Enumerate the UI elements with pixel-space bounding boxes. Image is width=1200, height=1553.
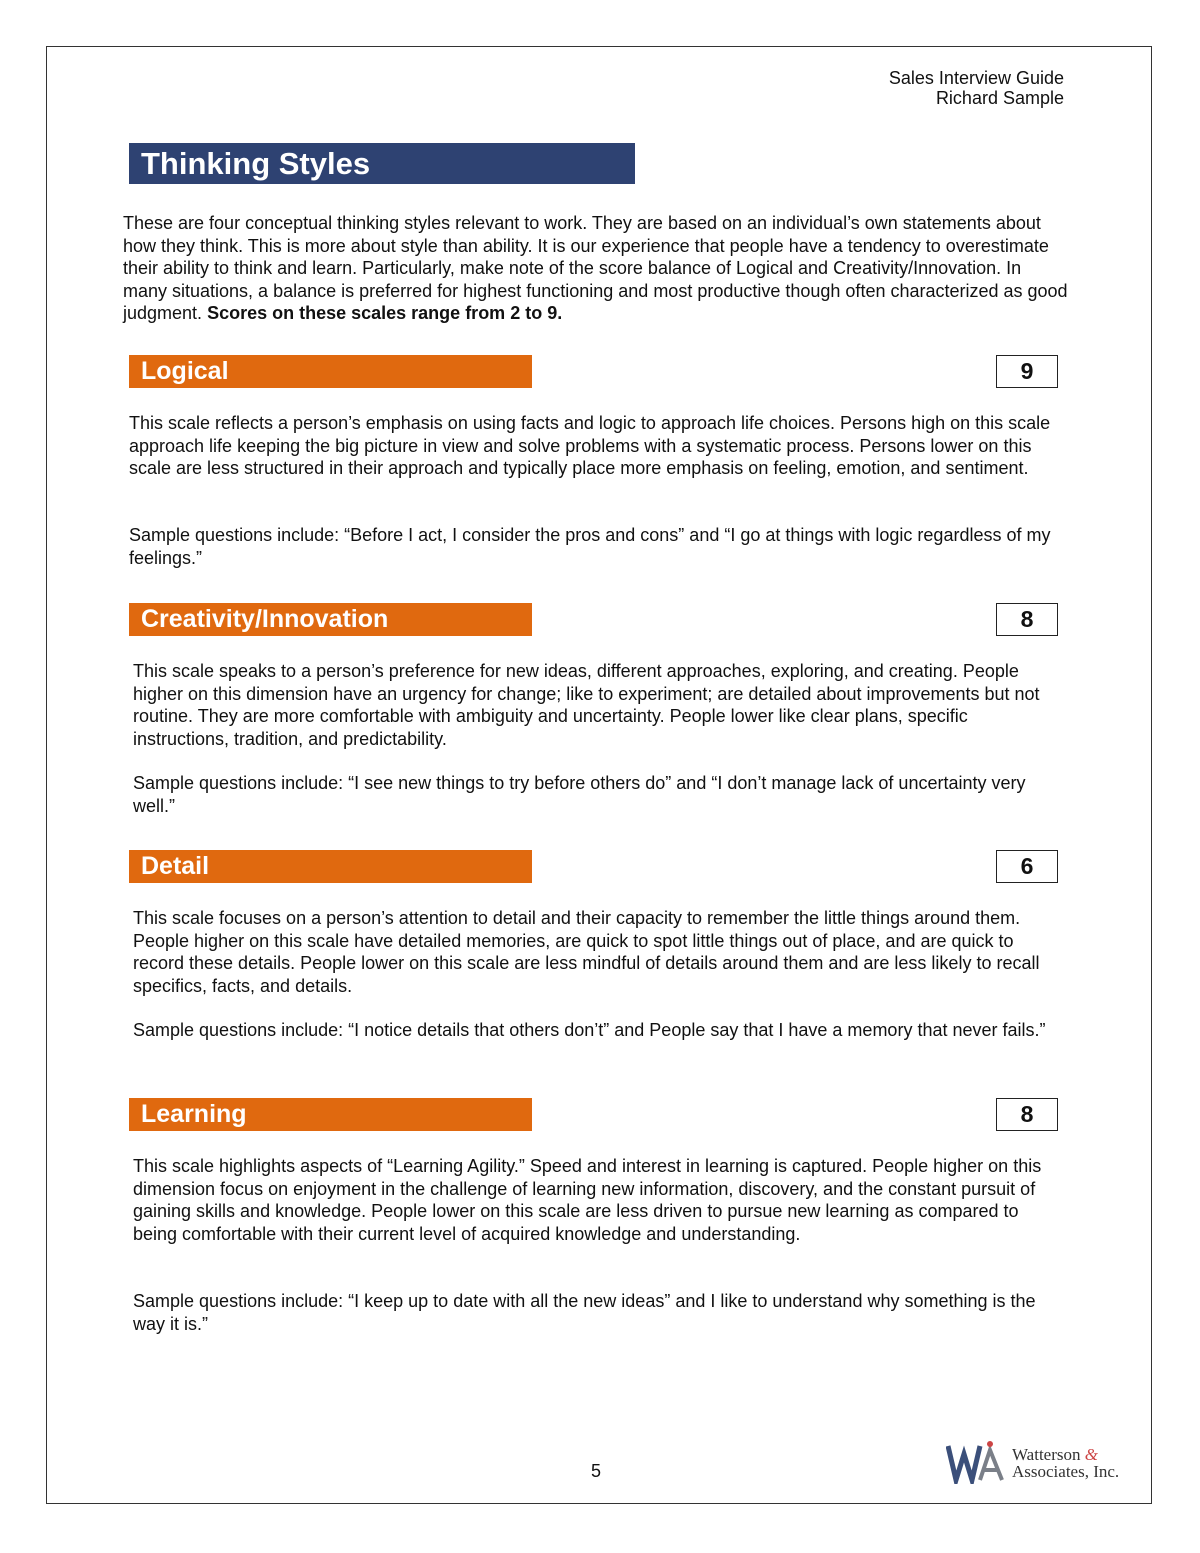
section-sample-questions: Sample questions include: “I notice details that others don’t” and People say that I have a memory that never fails.” xyxy=(133,1020,1046,1040)
logo-company-suffix: Associates, Inc. xyxy=(1012,1462,1120,1481)
logo-name: Watterson xyxy=(1012,1445,1081,1464)
score-box: 6 xyxy=(996,850,1058,883)
score-box: 8 xyxy=(996,1098,1058,1131)
guide-title: Sales Interview Guide xyxy=(888,68,1064,88)
company-logo xyxy=(946,1440,1126,1484)
document-header xyxy=(889,68,1064,108)
section-title: Detail xyxy=(129,850,532,883)
page-number: 5 xyxy=(591,1461,602,1481)
logo-text xyxy=(1012,1446,1119,1480)
section-title: Learning xyxy=(129,1098,532,1131)
section-sample-questions: Sample questions include: “Before I act, I consider the pros and cons” and “I go at things with logic regardless of my feelings.” xyxy=(129,525,1051,568)
score-box: 9 xyxy=(996,355,1058,388)
page-title: Thinking Styles xyxy=(129,143,635,184)
section-description: This scale highlights aspects of “Learning Agility.” Speed and interest in learning is captured. People higher on this dimension focus on enjoyment in the challenge of learning new information, discovery, and the constant pursuit of gaining skills and knowledge. People lower on this scale are less driven to pursue new learning as compared to being comfortable with their current level of acquired knowledge and understanding. xyxy=(133,1156,1042,1244)
section-description: This scale speaks to a person’s preference for new ideas, different approaches, exploring, and creating. People higher on this dimension have an urgency for change; like to experiment; are detailed about improvements but not routine. They are more comfortable with ambiguity and uncertainty. People lower like clear plans, specific instructions, tradition, and predictability. xyxy=(133,661,1040,749)
section-description: This scale focuses on a person’s attention to detail and their capacity to remember the little things around them. People higher on this scale have detailed memories, are quick to spot little things out of place, and are quick to record these details. People lower on this scale are less mindful of details around them and are less likely to recall specifics, facts, and details. xyxy=(133,908,1040,996)
section-sample-questions: Sample questions include: “I keep up to date with all the new ideas” and I like to understand why something is the way it is.” xyxy=(133,1291,1036,1334)
section-description: This scale reflects a person’s emphasis on using facts and logic to approach life choices. Persons high on this scale approach life keeping the big picture in view and solve problems with a systematic process. Persons lower on this scale are less structured in their approach and typically place more emphasis on feeling, emotion, and sentiment. xyxy=(129,413,1051,479)
score-box: 8 xyxy=(996,603,1058,636)
section-title: Logical xyxy=(129,355,532,388)
section-title: Creativity/Innovation xyxy=(129,603,532,636)
section-sample-questions: Sample questions include: “I see new things to try before others do” and “I don’t manage lack of uncertainty very well.” xyxy=(133,773,1026,816)
intro-paragraph xyxy=(123,212,1068,325)
logo-ampersand: & xyxy=(1084,1445,1098,1464)
wa-logo-icon xyxy=(946,1440,1008,1484)
intro-text: These are four conceptual thinking styles relevant to work. They are based on an individual’s own statements about how they think. This is more about style than ability. It is our experience that people have a tendency to overestimate their ability to think and learn. Particularly, make note of the score balance of Logical and Creativity/Innovation. In many situations, a balance is preferred for highest functioning and most productive though often characterized as good judgment. xyxy=(123,213,1068,324)
candidate-name: Richard Sample xyxy=(935,88,1064,108)
intro-score-range: Scores on these scales range from 2 to 9. xyxy=(207,303,563,324)
